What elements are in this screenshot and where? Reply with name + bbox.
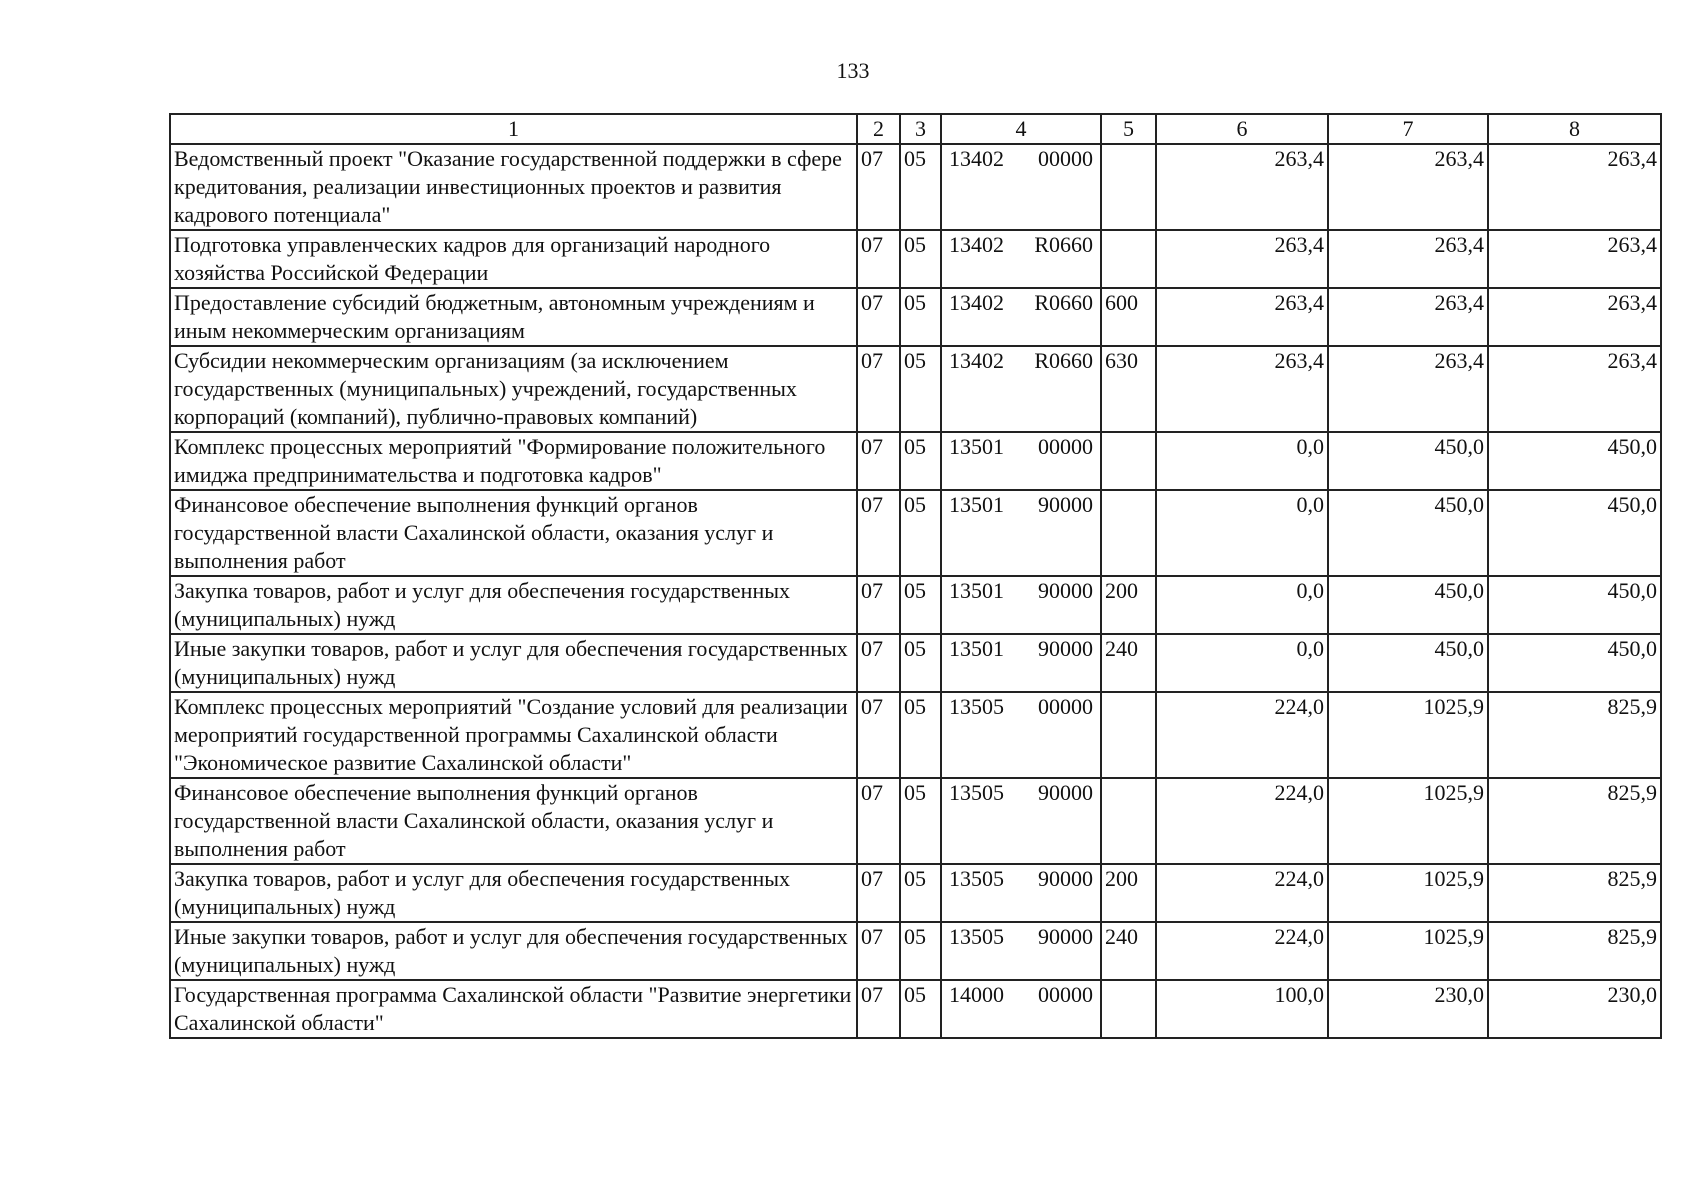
- row-name-cell: Финансовое обеспечение выполнения функций органов государственной власти Сахалинской области, оказания услуг и выполнения работ: [170, 778, 857, 864]
- direction-code: 90000: [1038, 492, 1093, 517]
- amount-col6-cell: 0,0: [1156, 634, 1328, 692]
- row-name-cell: Ведомственный проект "Оказание государственной поддержки в сфере кредитования, реализации инвестиционных проектов и развития кадрового потенциала": [170, 144, 857, 230]
- subsection-code-cell: 05: [900, 144, 941, 230]
- subsection-code-cell: 05: [900, 432, 941, 490]
- target-article-cell: [941, 490, 1101, 576]
- program-code: 13402: [949, 146, 1004, 171]
- amount-col8-cell: 450,0: [1488, 490, 1661, 576]
- subsection-code-cell: 05: [900, 288, 941, 346]
- table-row: [170, 288, 1661, 346]
- amount-col7-cell: 1025,9: [1328, 692, 1488, 778]
- program-code: 13501: [949, 636, 1004, 661]
- direction-code: R0660: [1034, 232, 1093, 257]
- section-code-cell: 07: [857, 864, 900, 922]
- amount-col7-cell: 230,0: [1328, 980, 1488, 1038]
- amount-col8-cell: 450,0: [1488, 432, 1661, 490]
- section-code-cell: 07: [857, 432, 900, 490]
- amount-col7-cell: 450,0: [1328, 634, 1488, 692]
- target-article-cell: [941, 346, 1101, 432]
- program-code: 13505: [949, 866, 1004, 891]
- direction-code: 00000: [1038, 146, 1093, 171]
- subsection-code-cell: 05: [900, 230, 941, 288]
- table-row: [170, 922, 1661, 980]
- subsection-code-cell: 05: [900, 634, 941, 692]
- program-code: 13501: [949, 492, 1004, 517]
- table-row: [170, 432, 1661, 490]
- table-row: [170, 692, 1661, 778]
- amount-col6-cell: 224,0: [1156, 778, 1328, 864]
- table-row: [170, 144, 1661, 230]
- target-article-cell: [941, 144, 1101, 230]
- target-article-cell: [941, 778, 1101, 864]
- subsection-code-cell: 05: [900, 692, 941, 778]
- row-name-cell: Иные закупки товаров, работ и услуг для обеспечения государственных (муниципальных) нужд: [170, 922, 857, 980]
- target-article-cell: [941, 576, 1101, 634]
- column-header: 2: [857, 114, 900, 144]
- table-row: [170, 230, 1661, 288]
- amount-col7-cell: 450,0: [1328, 576, 1488, 634]
- section-code-cell: 07: [857, 980, 900, 1038]
- expense-type-cell: [1101, 778, 1156, 864]
- table-row: [170, 490, 1661, 576]
- section-code-cell: 07: [857, 346, 900, 432]
- section-code-cell: 07: [857, 230, 900, 288]
- amount-col8-cell: 825,9: [1488, 692, 1661, 778]
- amount-col8-cell: 450,0: [1488, 576, 1661, 634]
- column-header: 1: [170, 114, 857, 144]
- subsection-code-cell: 05: [900, 922, 941, 980]
- column-header: 3: [900, 114, 941, 144]
- expense-type-cell: [1101, 432, 1156, 490]
- amount-col8-cell: 450,0: [1488, 634, 1661, 692]
- direction-code: R0660: [1034, 348, 1093, 373]
- row-name-cell: Субсидии некоммерческим организациям (за исключением государственных (муниципальных) учреждений, государственных корпораций (компаний), публично-правовых компаний): [170, 346, 857, 432]
- amount-col8-cell: 263,4: [1488, 346, 1661, 432]
- section-code-cell: 07: [857, 778, 900, 864]
- subsection-code-cell: 05: [900, 864, 941, 922]
- direction-code: 00000: [1038, 694, 1093, 719]
- direction-code: 00000: [1038, 434, 1093, 459]
- program-code: 13505: [949, 694, 1004, 719]
- amount-col6-cell: 0,0: [1156, 432, 1328, 490]
- direction-code: 90000: [1038, 780, 1093, 805]
- header-row: [170, 114, 1661, 144]
- amount-col7-cell: 263,4: [1328, 230, 1488, 288]
- amount-col7-cell: 263,4: [1328, 144, 1488, 230]
- target-article-cell: [941, 980, 1101, 1038]
- program-code: 13501: [949, 434, 1004, 459]
- amount-col6-cell: 263,4: [1156, 288, 1328, 346]
- program-code: 13501: [949, 578, 1004, 603]
- amount-col8-cell: 263,4: [1488, 288, 1661, 346]
- amount-col7-cell: 450,0: [1328, 432, 1488, 490]
- expense-type-cell: 630: [1101, 346, 1156, 432]
- amount-col8-cell: 263,4: [1488, 230, 1661, 288]
- target-article-cell: [941, 692, 1101, 778]
- section-code-cell: 07: [857, 634, 900, 692]
- expense-type-cell: [1101, 230, 1156, 288]
- row-name-cell: Подготовка управленческих кадров для организаций народного хозяйства Российской Федерации: [170, 230, 857, 288]
- direction-code: 90000: [1038, 866, 1093, 891]
- amount-col6-cell: 100,0: [1156, 980, 1328, 1038]
- amount-col6-cell: 224,0: [1156, 864, 1328, 922]
- subsection-code-cell: 05: [900, 980, 941, 1038]
- column-header: 6: [1156, 114, 1328, 144]
- direction-code: 90000: [1038, 636, 1093, 661]
- column-header: 8: [1488, 114, 1661, 144]
- expense-type-cell: 200: [1101, 864, 1156, 922]
- column-header: 4: [941, 114, 1101, 144]
- target-article-cell: [941, 634, 1101, 692]
- expense-type-cell: 240: [1101, 922, 1156, 980]
- subsection-code-cell: 05: [900, 778, 941, 864]
- program-code: 13505: [949, 780, 1004, 805]
- amount-col6-cell: 224,0: [1156, 922, 1328, 980]
- row-name-cell: Государственная программа Сахалинской области "Развитие энергетики Сахалинской области": [170, 980, 857, 1038]
- expense-type-cell: 600: [1101, 288, 1156, 346]
- row-name-cell: Иные закупки товаров, работ и услуг для обеспечения государственных (муниципальных) нужд: [170, 634, 857, 692]
- amount-col7-cell: 1025,9: [1328, 922, 1488, 980]
- section-code-cell: 07: [857, 692, 900, 778]
- table-row: [170, 980, 1661, 1038]
- program-code: 13402: [949, 232, 1004, 257]
- expense-type-cell: [1101, 490, 1156, 576]
- direction-code: 00000: [1038, 982, 1093, 1007]
- section-code-cell: 07: [857, 576, 900, 634]
- amount-col8-cell: 825,9: [1488, 778, 1661, 864]
- section-code-cell: 07: [857, 144, 900, 230]
- row-name-cell: Комплекс процессных мероприятий "Создание условий для реализации мероприятий государственной программы Сахалинской области "Экономическое развитие Сахалинской области": [170, 692, 857, 778]
- expense-type-cell: [1101, 144, 1156, 230]
- direction-code: 90000: [1038, 578, 1093, 603]
- amount-col8-cell: 263,4: [1488, 144, 1661, 230]
- amount-col6-cell: 263,4: [1156, 346, 1328, 432]
- column-header: 7: [1328, 114, 1488, 144]
- amount-col6-cell: 0,0: [1156, 490, 1328, 576]
- amount-col8-cell: 825,9: [1488, 864, 1661, 922]
- amount-col7-cell: 450,0: [1328, 490, 1488, 576]
- subsection-code-cell: 05: [900, 576, 941, 634]
- amount-col6-cell: 224,0: [1156, 692, 1328, 778]
- amount-col8-cell: 825,9: [1488, 922, 1661, 980]
- budget-table: [169, 113, 1662, 1039]
- row-name-cell: Закупка товаров, работ и услуг для обеспечения государственных (муниципальных) нужд: [170, 576, 857, 634]
- amount-col6-cell: 0,0: [1156, 576, 1328, 634]
- target-article-cell: [941, 864, 1101, 922]
- subsection-code-cell: 05: [900, 490, 941, 576]
- program-code: 13402: [949, 348, 1004, 373]
- row-name-cell: Финансовое обеспечение выполнения функций органов государственной власти Сахалинской области, оказания услуг и выполнения работ: [170, 490, 857, 576]
- target-article-cell: [941, 230, 1101, 288]
- program-code: 13402: [949, 290, 1004, 315]
- table-row: [170, 576, 1661, 634]
- expense-type-cell: 240: [1101, 634, 1156, 692]
- target-article-cell: [941, 432, 1101, 490]
- amount-col7-cell: 263,4: [1328, 346, 1488, 432]
- row-name-cell: Закупка товаров, работ и услуг для обеспечения государственных (муниципальных) нужд: [170, 864, 857, 922]
- amount-col6-cell: 263,4: [1156, 230, 1328, 288]
- target-article-cell: [941, 922, 1101, 980]
- section-code-cell: 07: [857, 922, 900, 980]
- amount-col7-cell: 1025,9: [1328, 864, 1488, 922]
- expense-type-cell: 200: [1101, 576, 1156, 634]
- table-row: [170, 864, 1661, 922]
- direction-code: R0660: [1034, 290, 1093, 315]
- table-row: [170, 346, 1661, 432]
- row-name-cell: Предоставление субсидий бюджетным, автономным учреждениям и иным некоммерческим организациям: [170, 288, 857, 346]
- row-name-cell: Комплекс процессных мероприятий "Формирование положительного имиджа предпринимательства и подготовка кадров": [170, 432, 857, 490]
- expense-type-cell: [1101, 692, 1156, 778]
- subsection-code-cell: 05: [900, 346, 941, 432]
- section-code-cell: 07: [857, 288, 900, 346]
- amount-col8-cell: 230,0: [1488, 980, 1661, 1038]
- amount-col7-cell: 263,4: [1328, 288, 1488, 346]
- table-row: [170, 778, 1661, 864]
- amount-col7-cell: 1025,9: [1328, 778, 1488, 864]
- target-article-cell: [941, 288, 1101, 346]
- expense-type-cell: [1101, 980, 1156, 1038]
- program-code: 14000: [949, 982, 1004, 1007]
- page-number: 133: [836, 58, 870, 83]
- program-code: 13505: [949, 924, 1004, 949]
- amount-col6-cell: 263,4: [1156, 144, 1328, 230]
- section-code-cell: 07: [857, 490, 900, 576]
- direction-code: 90000: [1038, 924, 1093, 949]
- column-header: 5: [1101, 114, 1156, 144]
- table-row: [170, 634, 1661, 692]
